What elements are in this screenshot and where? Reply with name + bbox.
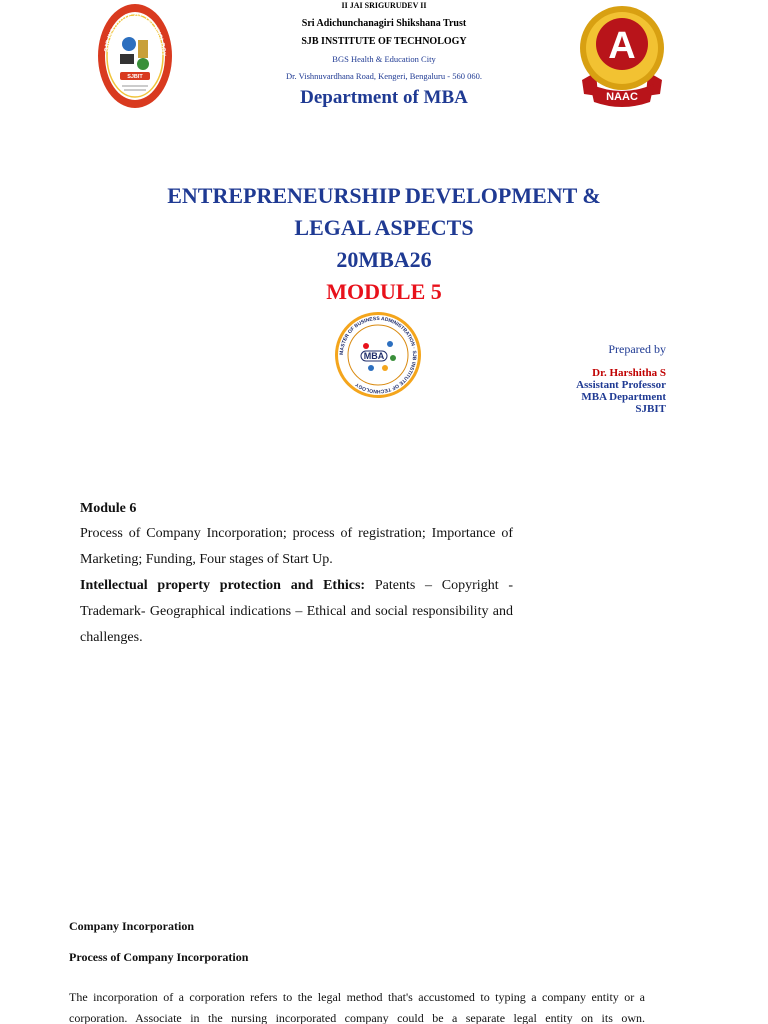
institute-name: SJB INSTITUTE OF TECHNOLOGY <box>301 36 467 47</box>
svg-text:SJB INSTITUTE OF TECHNOLOGY: SJB INSTITUTE OF TECHNOLOGY <box>104 13 167 57</box>
prepared-by-label: Prepared by <box>608 342 666 356</box>
section-subheading: Process of Company Incorporation <box>69 950 249 964</box>
module-syllabus-title: Module 6 <box>80 501 137 516</box>
svg-text:MASTER OF BUSINESS ADMINISTRAT: MASTER OF BUSINESS ADMINISTRATION · SJB INSTITUTE OF TECHNOLOGY <box>338 315 418 395</box>
author-designation: Assistant Professor <box>576 379 666 391</box>
module-number: MODULE 5 <box>326 279 442 304</box>
module-syllabus <box>80 499 513 651</box>
course-title-block <box>0 180 768 308</box>
document-body <box>69 918 645 1024</box>
department-name: Department of MBA <box>300 87 468 108</box>
course-title-line-2: LEGAL ASPECTS <box>294 215 474 240</box>
svg-text:A: A <box>608 25 636 67</box>
module-syllabus-topics: Process of Company Incorporation; process of registration; Importance of Marketing; Funding, Four stages of Start Up. <box>80 526 513 567</box>
institute-address: Dr. Vishnuvardhana Road, Kengeri, Bengaluru - 560 060. <box>286 71 482 81</box>
svg-text:NAAC: NAAC <box>606 91 638 103</box>
body-paragraph: The incorporation of a corporation refers to the legal method that's accustomed to typing a company entity or a corporation. Associate in the nursing incorporated company could be a separate legal entity on its own. <box>69 990 645 1024</box>
author-name: Dr. Harshitha S <box>592 367 666 379</box>
trust-name: Sri Adichunchanagiri Shikshana Trust <box>301 18 467 29</box>
institute-header <box>200 0 568 109</box>
naac-accreditation-logo <box>576 2 668 110</box>
course-code: 20MBA26 <box>336 247 432 272</box>
prepared-by-block <box>576 342 666 415</box>
mba-program-logo <box>333 310 423 400</box>
author-institute: SJBIT <box>635 403 666 415</box>
campus-name: BGS Health & Education City <box>332 54 436 64</box>
author-department: MBA Department <box>581 391 666 403</box>
course-title-line-1: ENTREPRENEURSHIP DEVELOPMENT & <box>167 183 601 208</box>
ipr-heading: Intellectual property protection and Ethics: <box>80 578 366 593</box>
ipr-topics: Patents – Copyright - Trademark- Geographical indications – Ethical and social responsibility and challenges. <box>80 578 513 645</box>
svg-text:SJBIT: SJBIT <box>127 74 143 80</box>
invocation-text: II JAI SRIGURUDEV II <box>341 1 427 10</box>
module-syllabus-ipr <box>80 573 513 651</box>
institute-logo <box>96 2 174 110</box>
svg-text:MBA: MBA <box>363 351 385 361</box>
section-heading: Company Incorporation <box>69 919 195 933</box>
